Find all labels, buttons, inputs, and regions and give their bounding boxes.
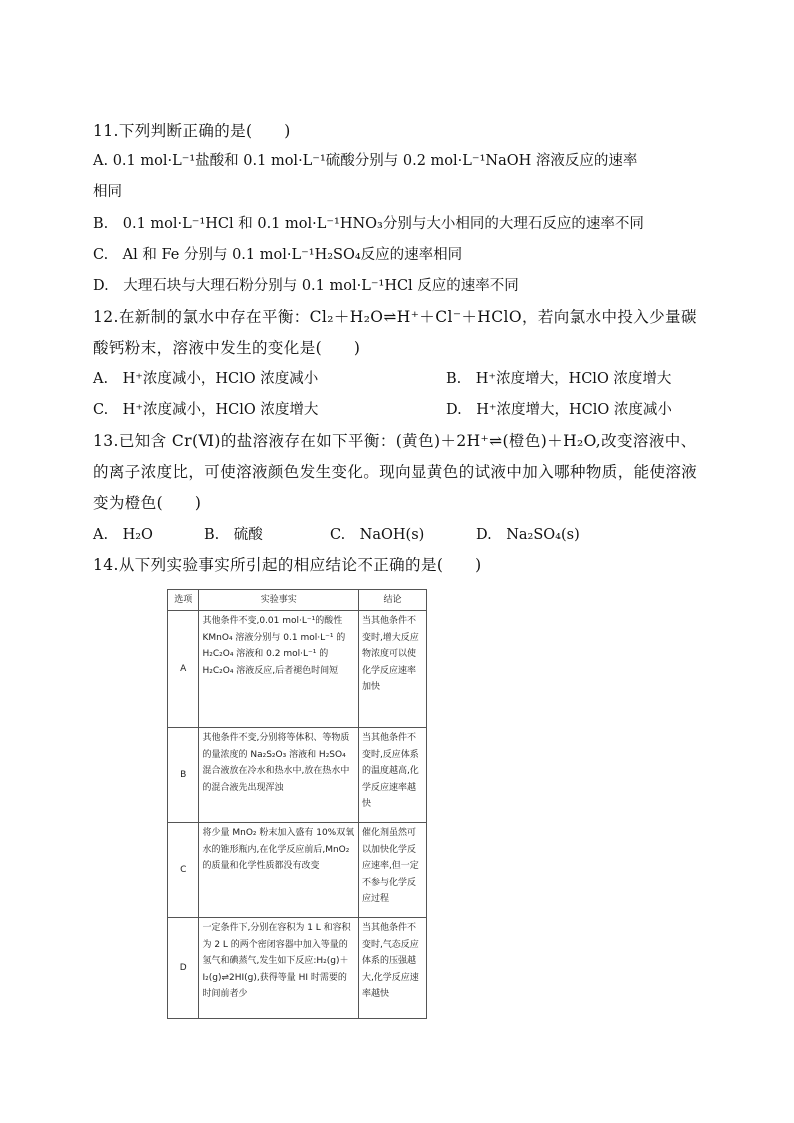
row-conclusion: 当其他条件不变时,增大反应物浓度可以使化学反应速率加快 (358, 611, 426, 728)
q11-option-a-line2: 相同 (93, 184, 122, 200)
q12-stem-line2: 酸钙粉末，溶液中发生的变化是( ) (93, 339, 361, 357)
q11-stem: 11.下列判断正确的是( ) (93, 122, 291, 140)
q11-option-c: C. Al 和 Fe 分别与 0.1 mol·L⁻¹H₂SO₄反应的速率相同 (93, 247, 463, 263)
q11-option-b: B. 0.1 mol·L⁻¹HCl 和 0.1 mol·L⁻¹HNO₃分别与大小相同的大理石反应的速率不同 (93, 216, 644, 232)
table-row (168, 823, 427, 918)
row-key: A (168, 611, 199, 728)
q12-option-d: D. H⁺浓度增大，HClO 浓度减小 (446, 402, 672, 418)
q13-stem-line1: 13.已知含 Cr(Ⅵ)的盐溶液存在如下平衡：(黄色)＋2H⁺⇌(橙色)＋H₂O,改变溶液中、 (93, 432, 697, 450)
table-header-option: 选项 (168, 590, 199, 611)
q13-option-a: A. H₂O (93, 527, 153, 543)
q13-option-b: B. 硫酸 (204, 527, 263, 543)
q13-option-c: C. NaOH(s) (330, 527, 425, 543)
row-conclusion: 当其他条件不变时,反应体系的温度越高,化学反应速率越快 (358, 728, 426, 823)
table-header-row (168, 590, 427, 611)
q14-stem: 14.从下列实验事实所引起的相应结论不正确的是( ) (93, 556, 482, 574)
row-fact: 一定条件下,分别在容积为 1 L 和容积为 2 L 的两个密闭容器中加入等量的氢气和碘蒸气,发生如下反应:H₂(g)＋I₂(g)⇌2HI(g),获得等量 HI 时需要的时间前者少 (199, 918, 358, 1019)
row-key: C (168, 823, 199, 918)
q12-option-b: B. H⁺浓度增大，HClO 浓度增大 (446, 371, 672, 387)
q13-stem-line2: 的离子浓度比，可使溶液颜色发生变化。现向显黄色的试液中加入哪种物质，能使溶液 (93, 463, 698, 481)
table-header-conclusion: 结论 (358, 590, 426, 611)
q13-stem-line3: 变为橙色( ) (93, 494, 202, 512)
table-row (168, 611, 427, 728)
row-key: B (168, 728, 199, 823)
row-fact: 将少量 MnO₂ 粉末加入盛有 10%双氧水的锥形瓶内,在化学反应前后,MnO₂ 的质量和化学性质都没有改变 (199, 823, 358, 918)
q13-option-d: D. Na₂SO₄(s) (476, 527, 580, 543)
row-conclusion: 催化剂虽然可以加快化学反应速率,但一定不参与化学反应过程 (358, 823, 426, 918)
row-key: D (168, 918, 199, 1019)
table-row (168, 918, 427, 1019)
experiment-table (167, 589, 427, 1019)
q12-option-c: C. H⁺浓度减小，HClO 浓度增大 (93, 402, 319, 418)
row-fact: 其他条件不变,分别将等体积、等物质的量浓度的 Na₂S₂O₃ 溶液和 H₂SO₄ 混合液放在冷水和热水中,放在热水中的混合液先出现浑浊 (199, 728, 358, 823)
q12-option-a: A. H⁺浓度减小，HClO 浓度减小 (93, 371, 319, 387)
row-fact: 其他条件不变,0.01 mol·L⁻¹的酸性 KMnO₄ 溶液分别与 0.1 mol·L⁻¹ 的 H₂C₂O₄ 溶液和 0.2 mol·L⁻¹ 的 H₂C₂O₄ 溶液反应,后者褪色时间短 (199, 611, 358, 728)
row-conclusion: 当其他条件不变时,气态反应体系的压强越大,化学反应速率越快 (358, 918, 426, 1019)
table-header-fact: 实验事实 (199, 590, 358, 611)
q11-option-a-line1: A. 0.1 mol·L⁻¹盐酸和 0.1 mol·L⁻¹硫酸分别与 0.2 mol·L⁻¹NaOH 溶液反应的速率 (93, 153, 638, 169)
table-row (168, 728, 427, 823)
q11-option-d: D. 大理石块与大理石粉分别与 0.1 mol·L⁻¹HCl 反应的速率不同 (93, 278, 519, 294)
q12-stem-line1: 12.在新制的氯水中存在平衡：Cl₂＋H₂O⇌H⁺＋Cl⁻＋HClO，若向氯水中投入少量碳 (93, 308, 697, 326)
